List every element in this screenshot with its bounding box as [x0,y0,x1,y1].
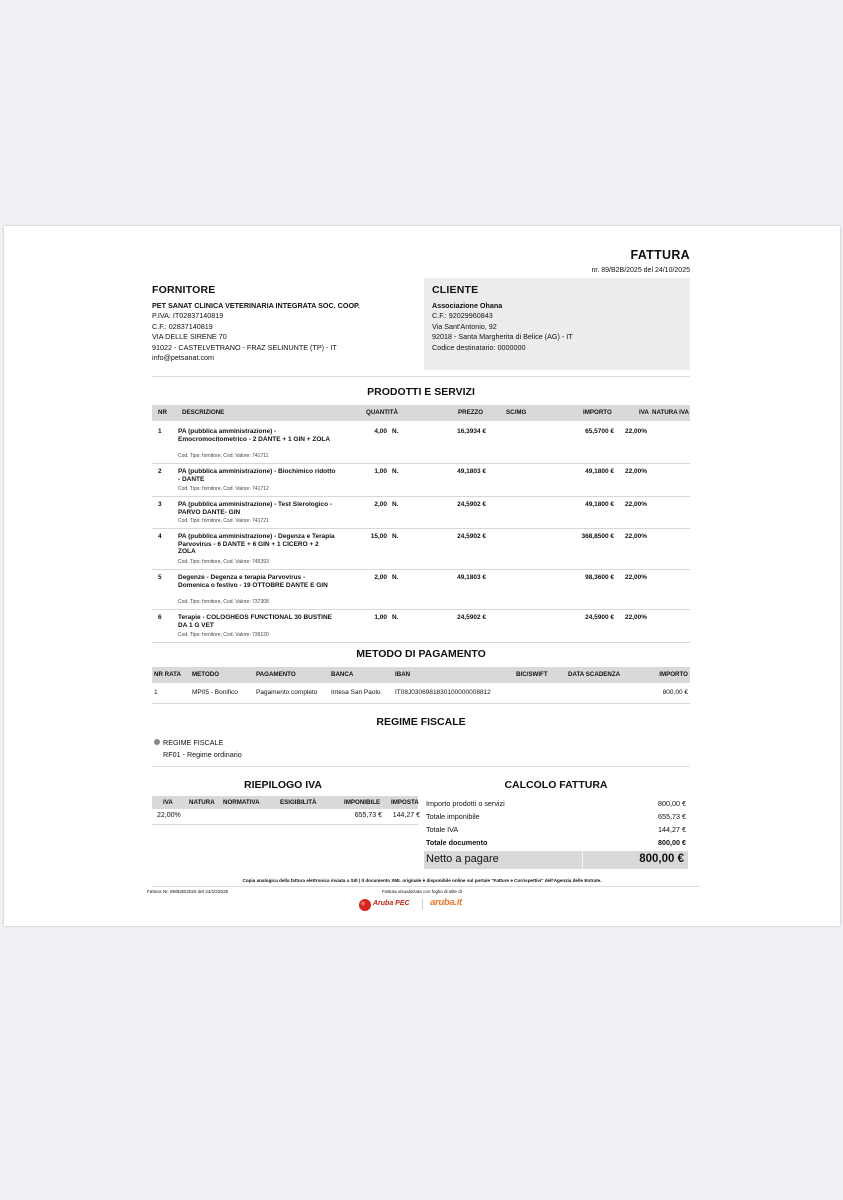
client-box [424,278,690,370]
calc-title: CALCOLO FATTURA [504,779,608,791]
row-nr: 4 [158,533,162,540]
row-price: 49,1803 € [457,574,486,581]
row-vat: 22,00% [625,501,648,508]
row-code: Cod. Tipo: fornitore, Cod. Valore: 741712 [178,486,269,492]
row-quantity: 1,00 [374,614,387,621]
payment-title: METODO DI PAGAMENTO [356,648,486,660]
col-sc: SC/MG [506,409,527,416]
col-vat-imponibile: IMPONIBILE [344,799,381,806]
netto-row [424,851,688,869]
aruba-pec-text: Aruba PEC [373,900,410,907]
row-price: 24,5902 € [457,501,486,508]
calc-value: 800,00 € [658,799,686,808]
col-banca: BANCA [331,671,354,678]
row-code: Cod. Tipo: fornitore, Cod. Valore: 741711 [178,453,269,459]
row-price: 49,1803 € [457,468,486,475]
client-name: Associazione Ohana [432,301,503,310]
supplier-name: PET SANAT CLINICA VETERINARIA INTEGRATA SOC. COOP. [152,301,360,310]
col-pagamento: PAGAMENTO [256,671,296,678]
row-nr: 2 [158,468,162,475]
supplier-email: info@petsanat.com [152,353,215,363]
payment-type: Pagamento completo [256,689,318,696]
vat-row [152,811,418,825]
vat-summary-title: RIEPILOGO IVA [244,779,322,791]
row-nr: 3 [158,501,162,508]
row-vat: 22,00% [625,574,648,581]
payment-rata: 1 [154,689,158,696]
payment-amount: 800,00 € [662,689,688,696]
col-vat-imposta: IMPOSTA [391,799,419,806]
payment-iban: IT08J0306981830100000008812 [395,689,491,696]
row-amount: 24,5900 € [585,614,614,621]
footer-note: Copia analogica della fattura elettronica inviata a SdI | Il documento XML originale è disponibile online sul portale "Fatture e Corrispettivi" dell'Agenzia delle Entrate. [242,878,602,883]
col-quantita: QUANTITÀ [366,409,398,416]
calc-label: Totale imponibile [426,812,480,821]
vat-imposta: 144,27 € [392,812,420,819]
table-row [152,423,690,464]
aruba-it-logo: aruba.it [430,897,462,908]
row-vat: 22,00% [625,428,648,435]
supplier-piva: P.IVA: IT02837140819 [152,311,224,321]
table-row [152,609,690,643]
row-description: PA (pubblica amministrazione) - Biochimico ridotto - DANTE [178,468,336,483]
products-table-header [152,405,690,421]
calc-label: Totale documento [426,838,488,847]
payment-table-header [152,667,690,683]
supplier-block [152,301,417,363]
netto-label: Netto a pagare [426,853,499,865]
row-price: 16,3934 € [457,428,486,435]
footer-doc-ref: Fattura Nr. 89/B2B/2025 del 24/10/2025 [147,889,229,894]
row-amount: 49,1800 € [585,501,614,508]
client-recipient-code: Codice destinatario: 0000000 [432,342,526,352]
col-descrizione: DESCRIZIONE [182,409,225,416]
table-row [152,496,690,529]
row-amount: 49,1800 € [585,468,614,475]
col-rata: NR RATA [154,671,181,678]
col-bic: BIC/SWIFT [516,671,548,678]
col-iva: IVA [639,409,649,416]
col-prezzo: PREZZO [458,409,484,416]
col-natura: NATURA IVA [652,409,690,416]
payment-bank: Intesa San Paolo [331,689,381,696]
row-unit: N. [392,428,399,435]
row-vat: 22,00% [625,533,648,540]
col-iban: IBAN [395,671,411,678]
row-price: 24,5902 € [457,614,486,621]
calc-value: 800,00 € [658,838,686,847]
row-amount: 368,8500 € [581,533,614,540]
col-vat-esigibilita: ESIGIBILITÀ [280,799,317,806]
row-code: Cod. Tipo: fornitore, Cod. Valore: 739120 [178,632,269,638]
row-code: Cod. Tipo: fornitore, Cod. Valore: 741721 [178,518,269,524]
row-description: PA (pubblica amministrazione) - Degenza e Terapia Parvovirus - 6 DANTE + 6 GIN + 1 CICERO + 2 ZOLA [178,533,335,556]
row-price: 24,5902 € [457,533,486,540]
row-amount: 65,5700 € [585,428,614,435]
calc-value: 655,73 € [658,812,686,821]
row-quantity: 4,00 [374,428,387,435]
supplier-cf: C.F.: 02837140819 [152,321,213,331]
calc-row [424,811,688,823]
col-nr: NR [158,409,167,416]
vat-table-header [152,796,418,809]
fiscal-title: REGIME FISCALE [376,716,466,728]
col-vat-normativa: NORMATIVA [223,799,260,806]
row-nr: 5 [158,574,162,581]
client-city: 92018 - Santa Margherita di Belice (AG) - IT [432,332,573,342]
divider [152,376,690,377]
netto-value: 800,00 € [639,853,684,865]
row-unit: N. [392,501,399,508]
row-description: PA (pubblica amministrazione) - Test Sierologico - PARVO DANTE- GIN [178,501,333,516]
fiscal-value: RF01 - Regime ordinario [163,750,242,759]
aruba-pec-icon [358,898,372,912]
col-metodo: METODO [192,671,220,678]
calc-label: Totale IVA [426,825,459,834]
row-quantity: 2,00 [374,574,387,581]
row-description: PA (pubblica amministrazione) - Emocromocitometrico - 2 DANTE + 1 GIN + ZOLA [178,428,331,443]
row-vat: 22,00% [625,614,648,621]
calc-row [424,824,688,836]
row-quantity: 1,00 [374,468,387,475]
client-address: Via Sant'Antonio, 92 [432,321,497,331]
vat-rate: 22,00% [157,812,181,819]
invoice-page [4,226,840,926]
row-unit: N. [392,574,399,581]
row-code: Cod. Tipo: fornitore, Cod. Valore: 745393 [178,559,269,565]
row-nr: 6 [158,614,162,621]
supplier-address: VIA DELLE SIRENE 70 [152,332,227,342]
footer-style-note: Fattura visualizzata con foglio di stile di [382,889,462,894]
footer-divider [152,886,700,887]
row-description: Degenze - Degenza e terapia Parvovirus - Domenica o festivo - 19 OTTOBRE DANTE E GIN [178,574,328,589]
table-row [152,528,690,570]
row-vat: 22,00% [625,468,648,475]
supplier-city: 91022 - CASTELVETRANO - FRAZ SELINUNTE (TP) - IT [152,342,337,352]
row-unit: N. [392,614,399,621]
payment-row [152,689,690,704]
invoice-title: FATTURA [630,248,690,262]
calc-value: 144,27 € [658,825,686,834]
fiscal-label-row [154,738,223,747]
row-amount: 98,3600 € [585,574,614,581]
col-importo: IMPORTO [659,671,688,678]
client-cf: C.F.: 92029960843 [432,311,493,321]
calc-row [424,798,688,810]
bullet-icon [154,739,160,745]
row-nr: 1 [158,428,162,435]
calc-row-total [424,837,688,849]
client-block [432,301,687,353]
row-description: Terapie - COLOGHEOS FUNCTIONAL 30 BUSTINE DA 1 G VET [178,614,332,629]
client-heading: CLIENTE [432,284,479,296]
vat-imponibile: 655,73 € [354,812,382,819]
col-importo: IMPORTO [583,409,612,416]
invoice-number: nr. 89/B2B/2025 del 24/10/2025 [591,267,690,274]
fiscal-label: REGIME FISCALE [163,738,224,747]
row-code: Cod. Tipo: fornitore, Cod. Valore: 737308 [178,599,269,605]
products-title: PRODOTTI E SERVIZI [367,386,475,398]
supplier-heading: FORNITORE [152,284,216,296]
divider [152,766,690,767]
col-vat-natura: NATURA [189,799,215,806]
col-scadenza: DATA SCADENZA [568,671,621,678]
payment-method: MP05 - Bonifico [192,689,238,696]
row-unit: N. [392,468,399,475]
row-quantity: 15,00 [370,533,387,540]
table-row [152,463,690,497]
row-unit: N. [392,533,399,540]
calc-label: Importo prodotti o servizi [426,799,505,808]
col-vat-iva: IVA [163,799,173,806]
table-row [152,569,690,610]
row-quantity: 2,00 [374,501,387,508]
